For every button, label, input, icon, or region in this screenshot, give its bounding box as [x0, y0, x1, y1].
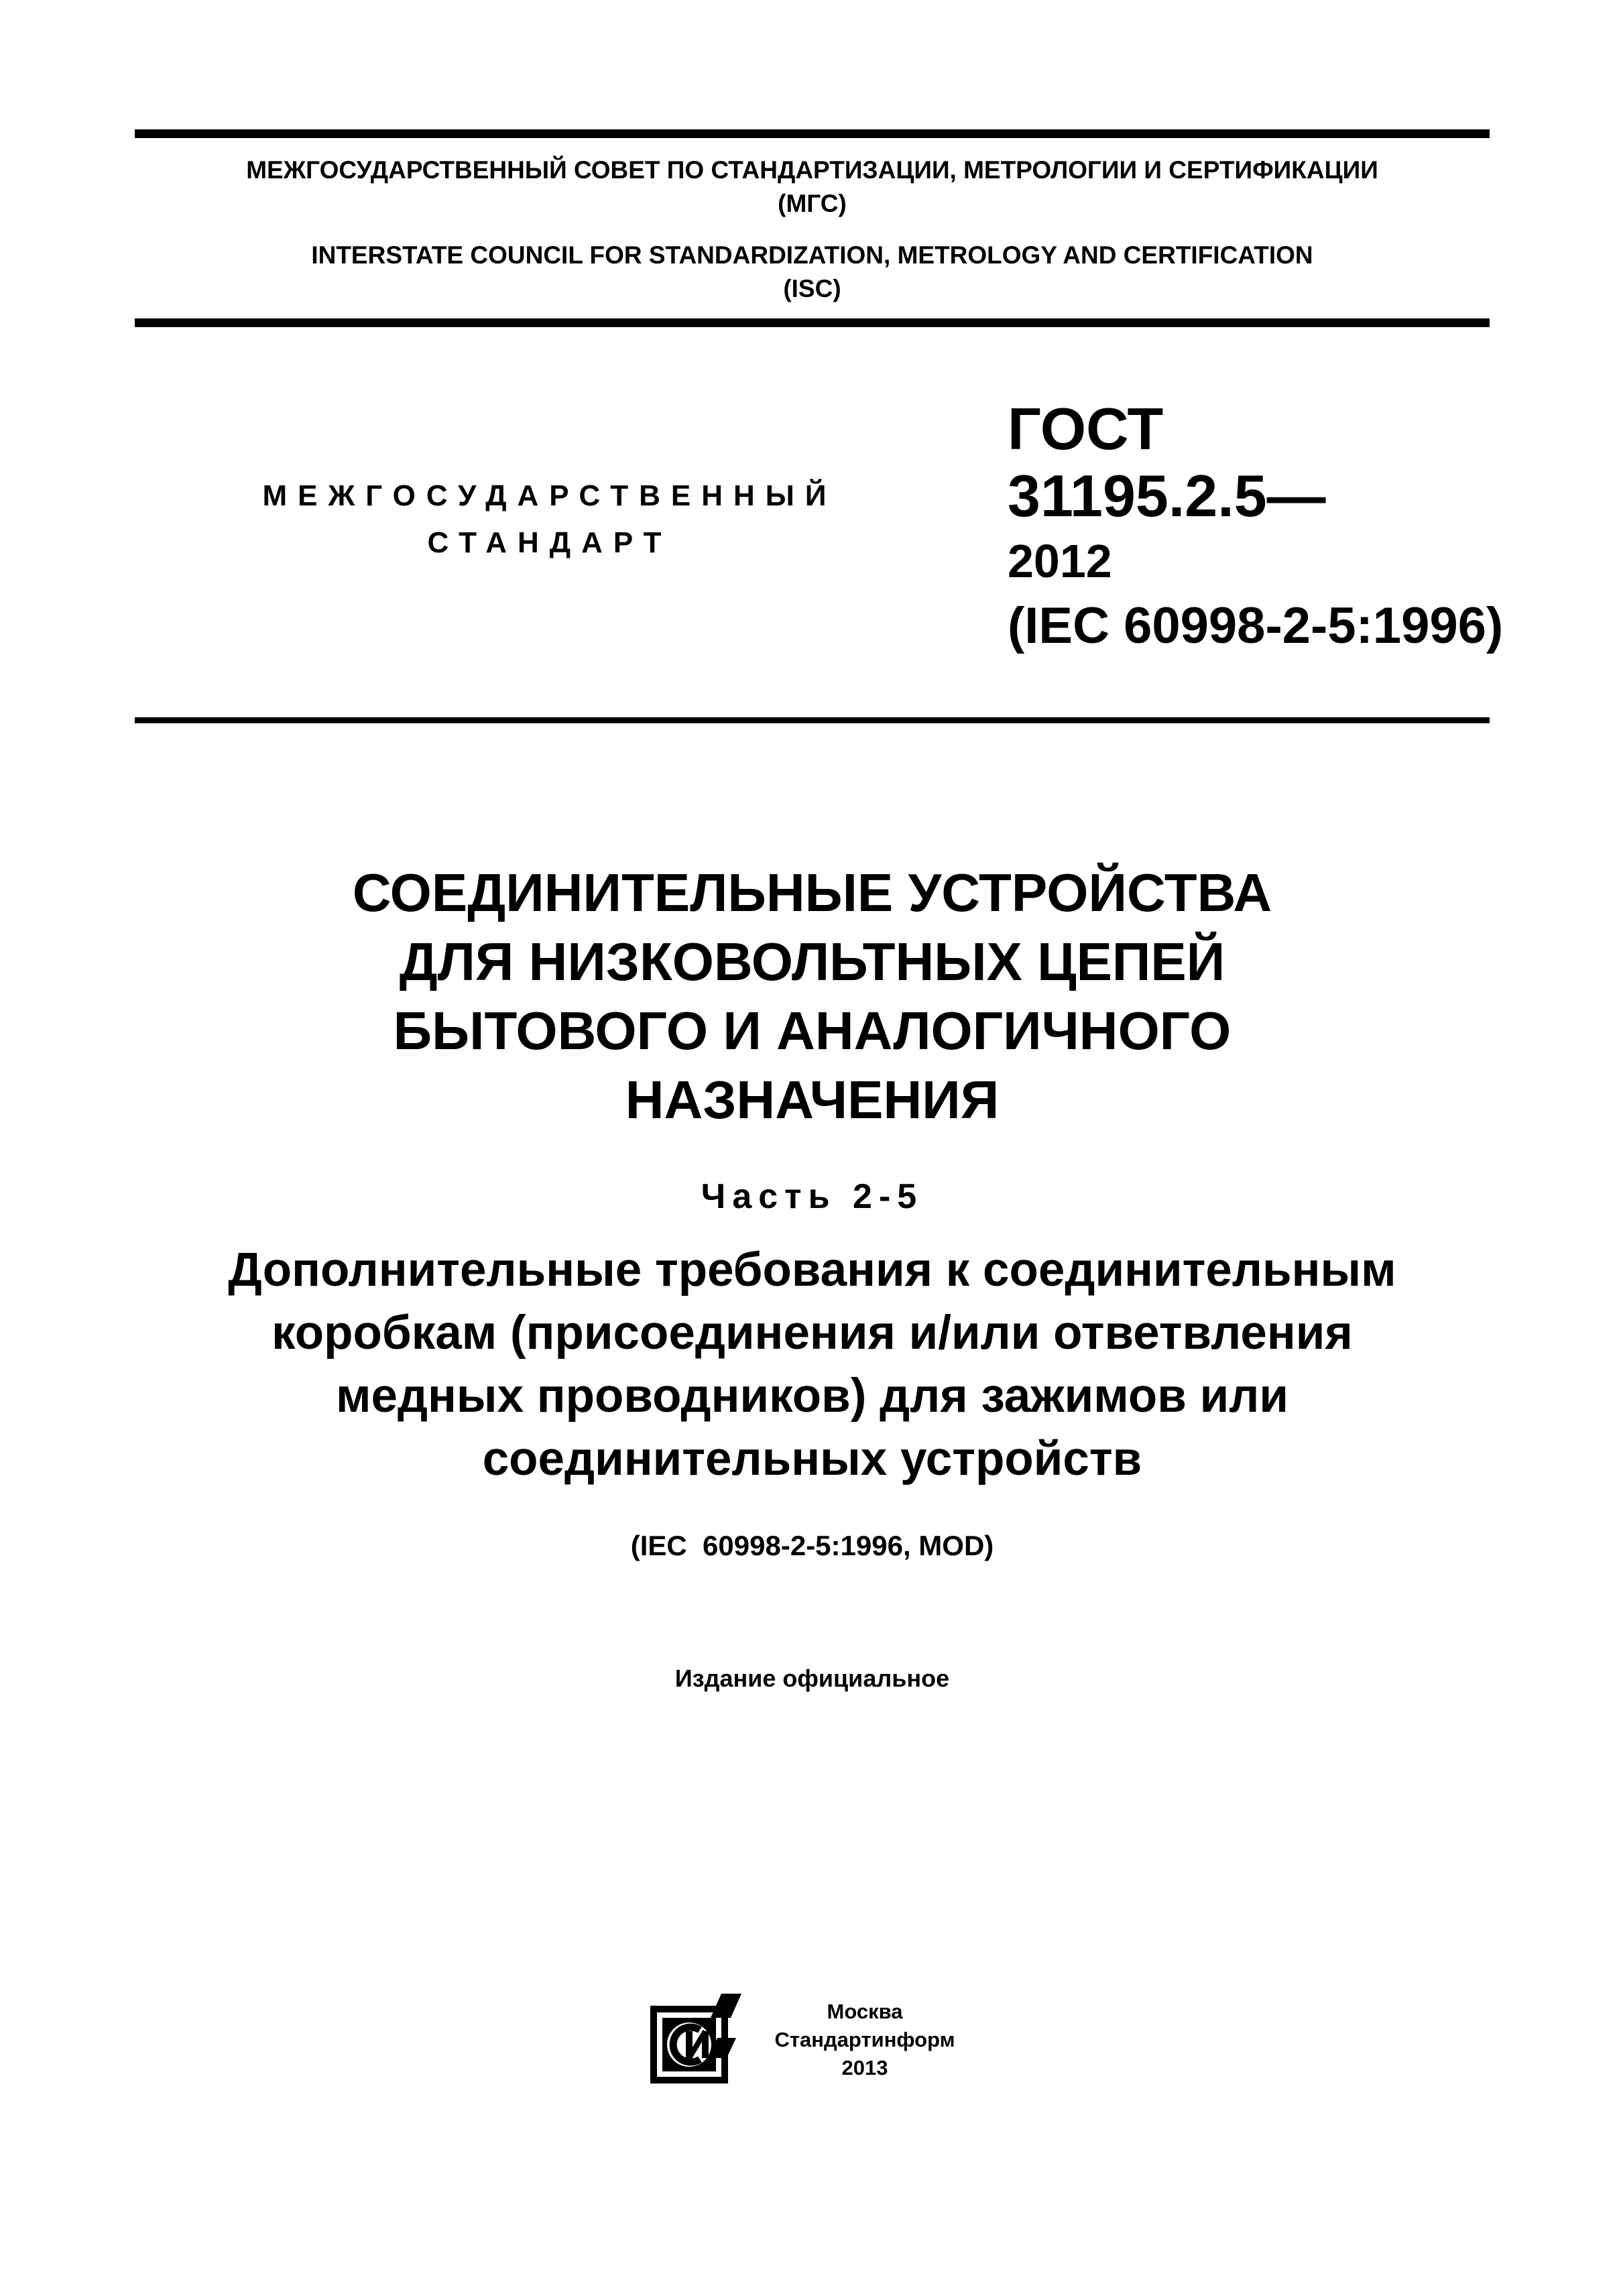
gost-year: 2012 — [1008, 535, 1112, 587]
title-line: НАЗНАЧЕНИЯ — [625, 1070, 1000, 1130]
subtitle-line: соединительных устройств — [482, 1433, 1142, 1486]
gost-designation — [1008, 396, 1517, 660]
standartinform-logo-icon — [648, 1991, 744, 2088]
title-line: СОЕДИНИТЕЛЬНЫЕ УСТРОЙСТВА — [352, 863, 1272, 922]
iec-mod-reference: (IEC 60998-2-5:1996, MOD) — [630, 1530, 994, 1561]
subtitle-line: медных проводников) для зажимов или — [335, 1370, 1289, 1423]
title-line: БЫТОВОГО И АНАЛОГИЧНОГО — [393, 1001, 1231, 1061]
title-rule — [135, 717, 1490, 723]
top-rule — [135, 129, 1490, 138]
subtitle-line: коробкам (присоединения и/или ответвления — [272, 1307, 1353, 1360]
standard-type-line1: МЕЖГОСУДАРСТВЕННЫЙ — [262, 479, 837, 512]
subtitle-line: Дополнительные требования к соединительным — [228, 1244, 1396, 1296]
document-title — [135, 858, 1490, 1134]
edition-label: Издание официальное — [674, 1665, 950, 1692]
title-line: ДЛЯ НИЗКОВОЛЬТНЫХ ЦЕПЕЙ — [399, 932, 1225, 991]
document-subtitle — [135, 1239, 1490, 1491]
publisher-info — [751, 1998, 979, 2082]
publisher-year: 2013 — [841, 2056, 888, 2079]
header-rule — [135, 318, 1490, 327]
council-name-ru: МЕЖГОСУДАРСТВЕННЫЙ СОВЕТ ПО СТАНДАРТИЗАЦИИ, МЕТРОЛОГИИ И СЕРТИФИКАЦИИ — [246, 156, 1378, 184]
standard-type-line2: СТАНДАРТ — [427, 526, 672, 559]
gost-label: ГОСТ — [1008, 396, 1164, 462]
part-number: Часть 2-5 — [701, 1177, 924, 1216]
gost-number: 31195.2.5— — [1008, 463, 1326, 529]
publisher-name: Стандартинформ — [774, 2028, 955, 2051]
standard-type — [201, 473, 898, 566]
council-name-en: INTERSTATE COUNCIL FOR STANDARDIZATION, METROLOGY AND CERTIFICATION — [311, 241, 1313, 269]
council-abbr-ru: (МГС) — [778, 190, 847, 217]
gost-iec-ref: (IEC 60998-2-5:1996) — [1008, 597, 1504, 654]
publisher-city: Москва — [827, 2000, 903, 2023]
council-abbr-en: (ISC) — [783, 275, 841, 302]
